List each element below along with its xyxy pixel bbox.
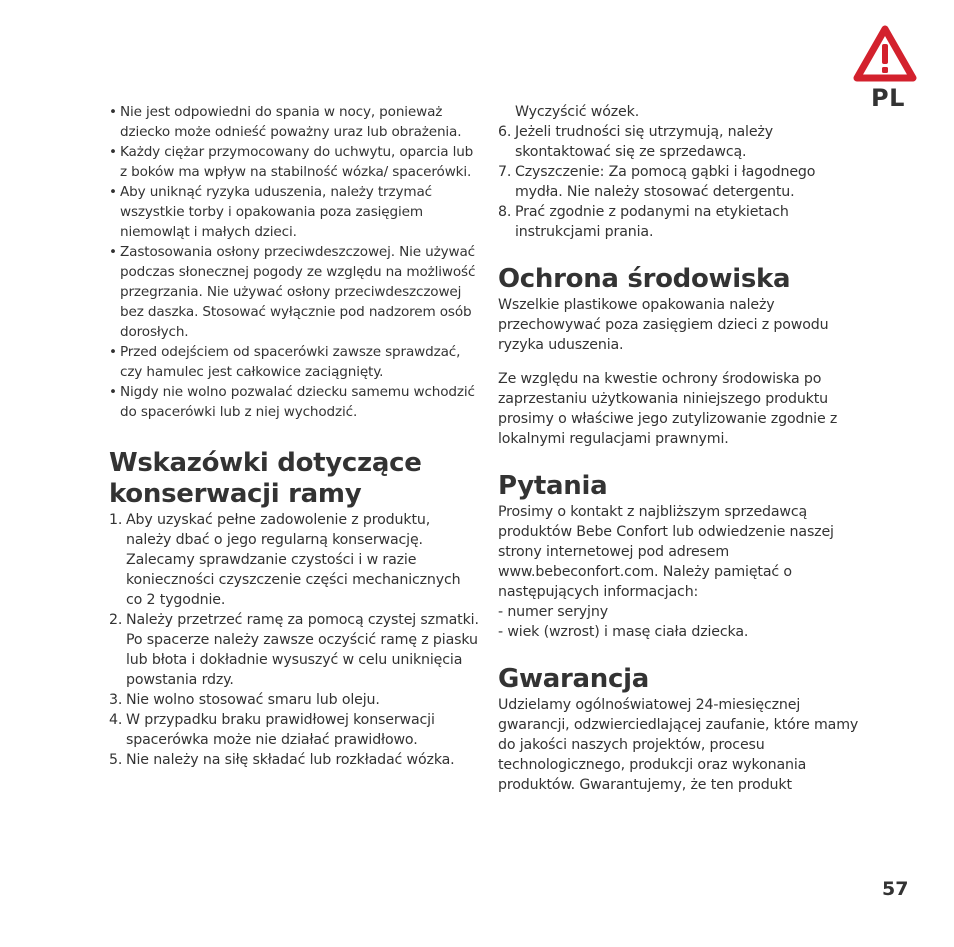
step-text: Należy przetrzeć ramę za pomocą czystej szmatki. Po spacerze należy zawsze oczyścić ramę z piasku lub błota i dokładnie wysuszyć w celu uniknięcia powstania rdzy. [126,612,479,688]
step-number: 1. [109,512,123,528]
step-text: Czyszczenie: Za pomocą gąbki i łagodnego mydła. Nie należy stosować detergentu. [515,164,816,200]
safety-warning-list [109,102,479,422]
warranty-heading: Gwarancja [498,664,649,694]
list-item [109,750,479,770]
step-text: W przypadku braku prawidłowej konserwacji spacerówka może nie działać prawidłowo. [126,712,435,748]
cleaning-steps [498,122,863,242]
list-item [109,510,479,610]
warning-triangle-icon [852,24,918,84]
list-item [109,610,479,690]
list-item [498,162,863,202]
step-number: 3. [109,692,123,708]
list-item: • Aby uniknąć ryzyka uduszenia, należy trzymać wszystkie torby i opakowania poza zasięgiem niemowląt i małych dzieci. [109,182,479,242]
step-number: 8. [498,204,512,220]
maintenance-heading-line2: konserwacji ramy [109,479,362,509]
list-item: • Przed odejściem od spacerówki zawsze sprawdzać, czy hamulec jest całkowice zaciągnięty. [109,342,479,382]
questions-item: - wiek (wzrost) i masę ciała dziecka. [498,624,749,640]
page-number: 57 [882,878,909,900]
maintenance-heading-line1: Wskazówki dotyczące [109,448,422,478]
step-number: 2. [109,612,123,628]
step-text: Prać zgodnie z podanymi na etykietach instrukcjami prania. [515,204,789,240]
environment-heading: Ochrona środowiska [498,264,791,294]
step-text: Nie należy na siłę składać lub rozkładać wózka. [126,752,455,768]
left-column [109,102,479,770]
list-item [109,690,479,710]
language-code: PL [871,84,905,112]
maintenance-heading [109,448,479,510]
step-text: Jeżeli trudności się utrzymują, należy skontaktować się ze sprzedawcą. [515,124,773,160]
list-item: • Każdy ciężar przymocowany do uchwytu, oparcia lub z boków ma wpływ na stabilność wózka/ spacerówki. [109,142,479,182]
list-item: • Nigdy nie wolno pozwalać dziecku samemu wchodzić do spacerówki lub z niej wychodzić. [109,382,479,422]
environment-paragraph: Wszelkie plastikowe opakowania należy przechowywać poza zasięgiem dzieci z powodu ryzyka uduszenia. [498,297,829,353]
questions-heading: Pytania [498,471,608,501]
step-number: 7. [498,164,512,180]
questions-paragraph: Prosimy o kontakt z najbliższym sprzedawcą produktów Bebe Confort lub odwiedzenie naszej strony internetowej pod adresem www.bebeconfort.com. Należy pamiętać o następujących informacjach: [498,504,834,600]
step-number: 6. [498,124,512,140]
warranty-paragraph: Udzielamy ogólnoświatowej 24-miesięcznej gwarancji, odzwierciedlającej zaufanie, które mamy do jakości naszych projektów, procesu technologicznego, produkcji oraz wykonania produktów. Gwarantujemy, że ten produkt [498,697,859,793]
environment-paragraph: Ze względu na kwestie ochrony środowiska po zaprzestaniu użytkowania niniejszego produktu prosimy o właściwe jego zutylizowanie zgodnie z lokalnymi regulacjami prawnymi. [498,371,838,447]
continued-step-text: Wyczyścić wózek. [515,104,640,120]
maintenance-steps [109,510,479,770]
list-item [498,122,863,162]
step-text: Aby uzyskać pełne zadowolenie z produktu, należy dbać o jego regularną konserwację. Zalecamy sprawdzanie czystości i w razie konieczności czyszczenie części mechanicznych co 2 tygodnie. [126,512,461,608]
step-number: 4. [109,712,123,728]
questions-item: - numer seryjny [498,604,608,620]
step-number: 5. [109,752,123,768]
list-item [109,710,479,750]
list-item: • Nie jest odpowiedni do spania w nocy, ponieważ dziecko może odnieść poważny uraz lub obrażenia. [109,102,479,142]
list-item [498,202,863,242]
list-item: • Zastosowania osłony przeciwdeszczowej. Nie używać podczas słonecznej pogody ze względu na możliwość przegrzania. Nie używać osłony przeciwdeszczowej bez daszka. Stosować wyłącznie pod nadzorem osób dorosłych. [109,242,479,342]
step-text: Nie wolno stosować smaru lub oleju. [126,692,380,708]
right-column [498,102,863,795]
